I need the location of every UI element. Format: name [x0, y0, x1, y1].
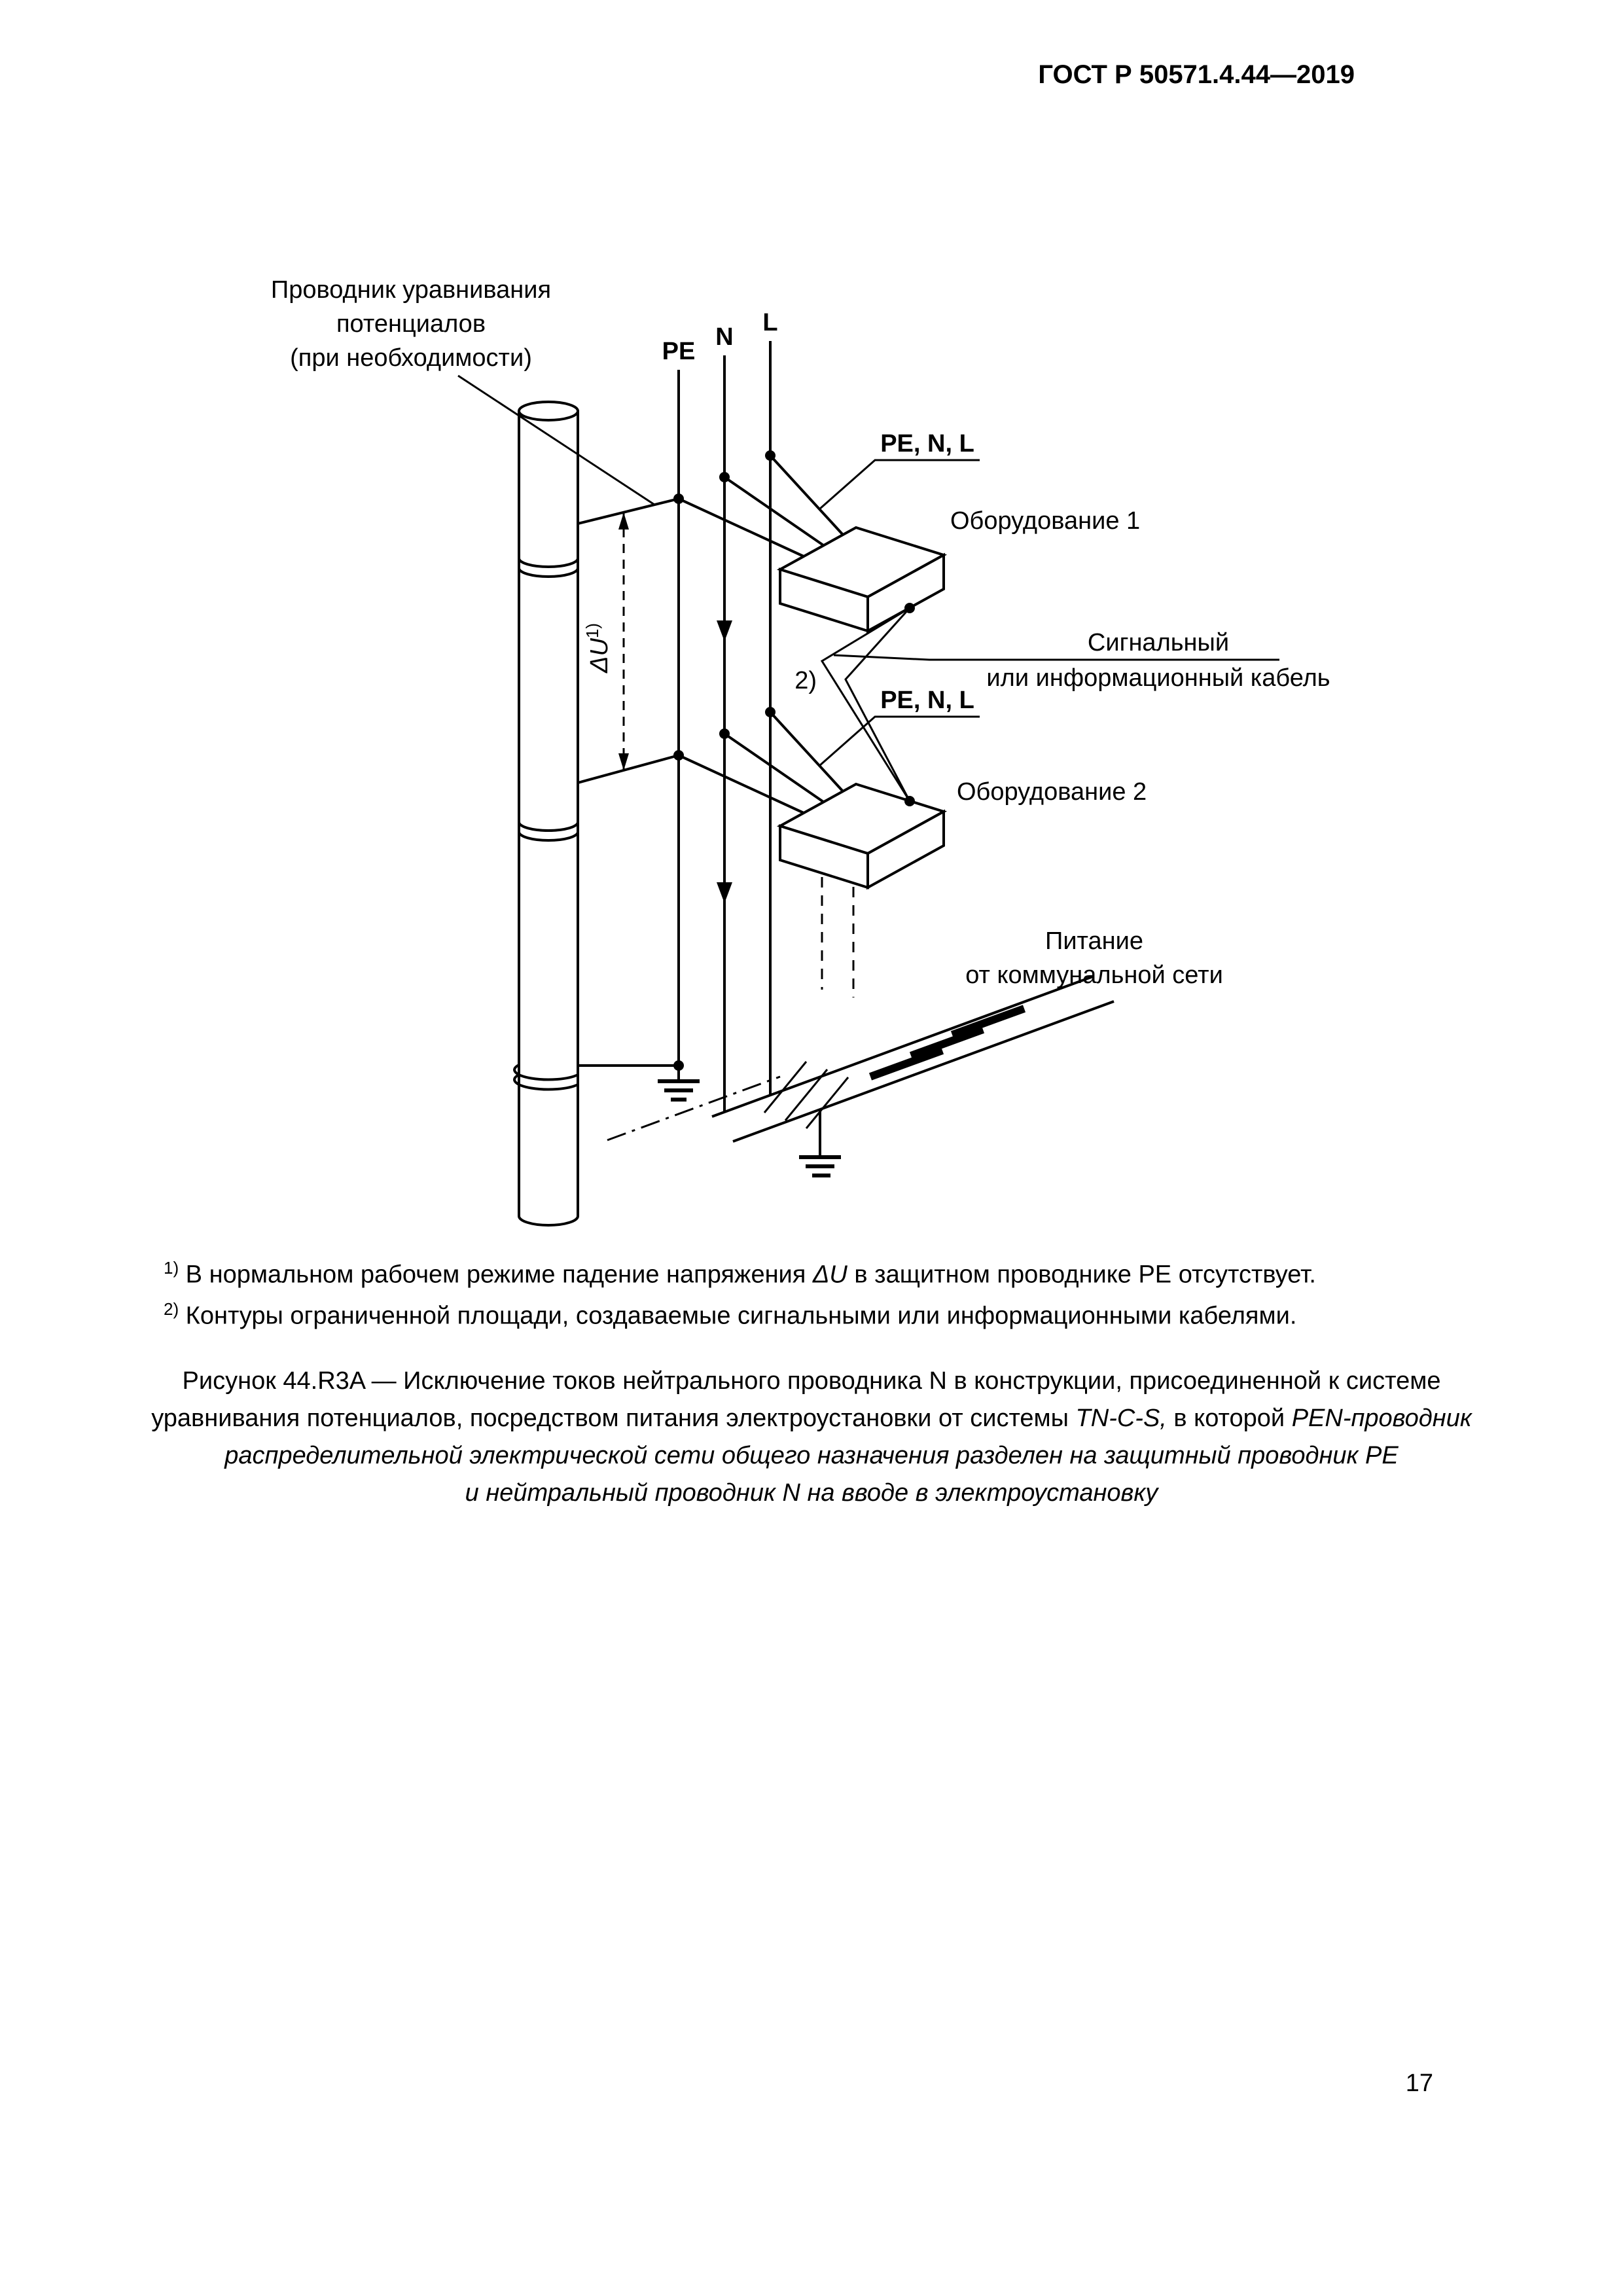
footnote-1-text: В нормальном рабочем режиме падение напряжения: [179, 1261, 813, 1289]
utility-supply-cable: [607, 977, 1114, 1141]
bonding-label-leader-line: [458, 376, 654, 505]
figure-caption-line1: Рисунок 44.R3A — Исключение токов нейтрального проводника N в конструкции, присоединенной к системе: [182, 1367, 1441, 1395]
figure-caption-line2-seg2: TN-C-S,: [1075, 1405, 1167, 1432]
equipotential-bonding-links: [578, 499, 679, 1066]
equipment2-box: [780, 784, 944, 888]
bonding-conductor-label-line1: Проводник уравнивания: [270, 276, 552, 304]
equipment2-supply-dashed-lines: [822, 877, 853, 997]
footnote-1-text-end: в защитном проводнике PE отсутствует.: [847, 1261, 1316, 1289]
delta-u-symbol: ΔU: [586, 638, 613, 673]
footnote-1-marker: 1): [164, 1258, 179, 1278]
utility-supply-label-line2: от коммунальной сети: [965, 961, 1223, 989]
signal-cable-label-line1: Сигнальный: [1087, 629, 1230, 656]
equipment1-box: [780, 528, 944, 631]
figure-caption: [95, 1363, 1528, 1512]
equipment1-label: Оборудование 1: [950, 507, 1141, 535]
delta-u-arrow: [618, 512, 629, 770]
delta-u-footnote-marker: 1): [582, 622, 602, 639]
signal-cable-label-line2: или информационный кабель: [986, 664, 1330, 692]
footnotes: [164, 1255, 1459, 1337]
delta-u-label: [582, 623, 613, 673]
figure-caption-line3: распределительной электрической сети общего назначения разделен на защитный проводник PE: [224, 1442, 1399, 1469]
metal-structure-pipe: [514, 402, 578, 1225]
pe-n-l-label-bottom: PE, N, L: [880, 687, 974, 714]
page-number: 17: [1405, 2070, 1433, 2097]
utility-supply-label-line1: Питание: [1045, 927, 1143, 955]
pe-n-l-label-top: PE, N, L: [880, 430, 974, 457]
footnote-2: [164, 1297, 1459, 1335]
footnote-1-symbol: ΔU: [812, 1261, 847, 1289]
footnote2-reference: 2): [794, 667, 817, 694]
figure-caption-line2-seg1: уравнивания потенциалов, посредством питания электроустановки от системы: [151, 1405, 1076, 1432]
bonding-conductor-label-line3: (при необходимости): [290, 344, 532, 372]
n-conductor-label: N: [715, 323, 734, 351]
branch-lines-equipment1: [679, 456, 843, 556]
pe-conductor-label: PE: [662, 338, 696, 365]
utility-earth-symbol: [799, 1109, 841, 1175]
document-header: ГОСТ Р 50571.4.44—2019: [1038, 60, 1355, 89]
figure-caption-line2: [95, 1400, 1528, 1437]
footnote-1: [164, 1255, 1459, 1294]
branch-lines-equipment2: [679, 712, 843, 813]
l-conductor-label: L: [762, 309, 778, 336]
bonding-conductor-label-line2: потенциалов: [336, 310, 486, 338]
conductor-lines-pe-n-l: [679, 341, 770, 1112]
equipment2-label: Оборудование 2: [957, 778, 1147, 806]
figure-caption-line2-seg3: в которой: [1166, 1405, 1292, 1432]
figure-caption-line4: и нейтральный проводник N на вводе в электроустановку: [465, 1479, 1158, 1507]
footnote-2-marker: 2): [164, 1299, 179, 1319]
figure-caption-line2-seg4: PEN-проводник: [1291, 1405, 1472, 1432]
footnote-2-text: Контуры ограниченной площади, создаваемые сигнальными или информационными кабелями.: [179, 1302, 1297, 1330]
